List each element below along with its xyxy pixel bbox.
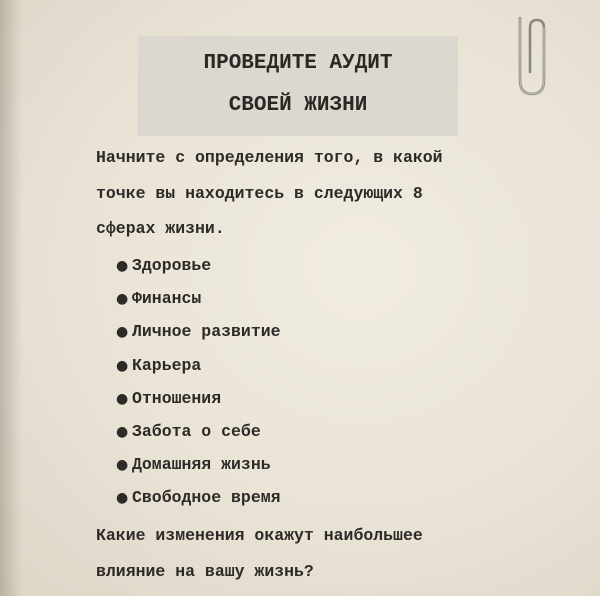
list-item-label: Домашняя жизнь	[132, 455, 271, 475]
page-fold-shadow	[0, 0, 22, 596]
list-item	[116, 318, 281, 351]
list-item	[116, 484, 281, 517]
list-item	[116, 385, 281, 418]
list-item-label: Отношения	[132, 388, 222, 408]
list-item-label: Личное развитие	[132, 322, 281, 342]
bullet-icon: ●	[116, 357, 129, 374]
list-item	[116, 451, 281, 484]
list-item	[116, 352, 281, 385]
bullet-icon: ●	[116, 258, 129, 274]
list-item	[116, 285, 281, 318]
list-item-label: Здоровье	[132, 256, 212, 275]
bullet-icon: ●	[116, 423, 129, 440]
paper-clip-icon	[512, 14, 548, 100]
bullet-icon: ●	[116, 457, 129, 474]
list-item-label: Свободное время	[132, 488, 281, 508]
intro-line-1: Начните с определения того, в какой	[96, 148, 443, 167]
title-highlight	[138, 36, 458, 136]
page-title-line-1: ПРОВЕДИТЕ АУДИТ	[203, 52, 393, 75]
bullet-icon: ●	[116, 490, 129, 507]
question-line-1: Какие изменения окажут наибольшее	[96, 526, 423, 545]
intro-line-2: точке вы находитесь в следующих 8	[96, 184, 423, 203]
list-item	[116, 418, 281, 451]
life-spheres-list	[116, 252, 281, 518]
list-item-label: Забота о себе	[132, 421, 261, 441]
bullet-icon: ●	[116, 291, 129, 308]
list-item-label: Финансы	[132, 289, 202, 309]
question-line-2: влияние на вашу жизнь?	[96, 562, 314, 581]
list-item	[116, 252, 281, 285]
page-title-line-2: СВОЕЙ ЖИЗНИ	[228, 94, 368, 117]
bullet-icon: ●	[116, 324, 129, 341]
intro-line-3: сферах жизни.	[96, 219, 225, 238]
bullet-icon: ●	[116, 390, 129, 407]
list-item-label: Карьера	[132, 355, 202, 375]
